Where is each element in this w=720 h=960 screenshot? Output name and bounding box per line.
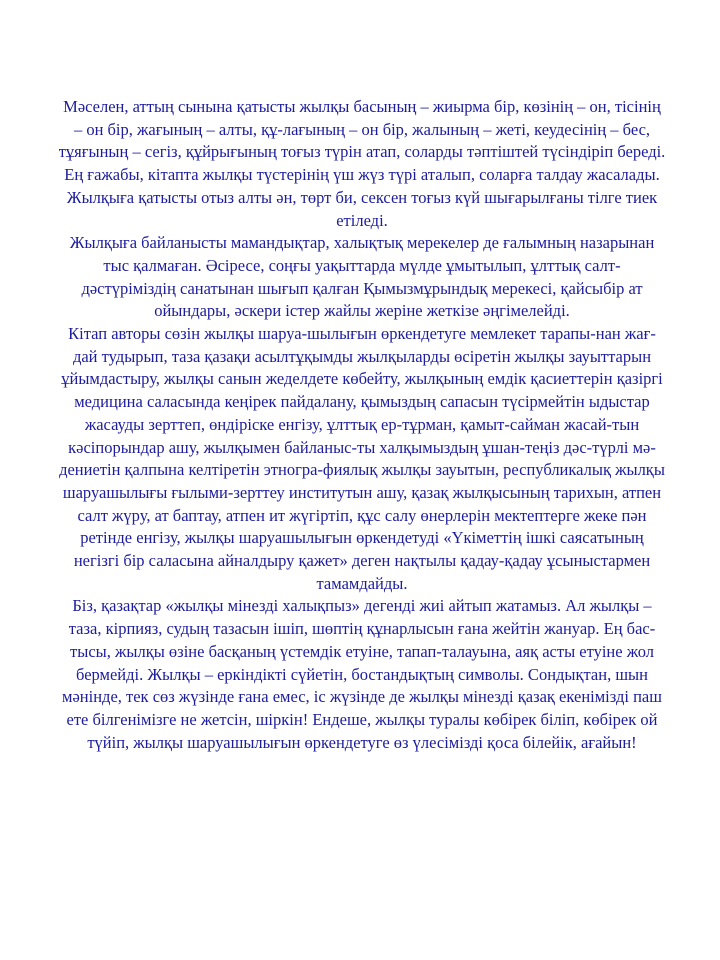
paragraph-author-proposals: Кітап авторы сөзін жылқы шаруа-шылығын өркендетуге мемлекет тарапы-нан жағ-дай тудырып, таза қазақи асылтұқымды жылқыларды өсіретін жылқы зауыттарын ұйымдастыру, жылқы санын жеделдете көбейту, жылқының емдік қасиеттерін қазіргі медицина саласында кеңірек пайдалану, қымыздың сапасын түсірмейтін ыдыстар жасауды зерттеп, өндіріске енгізу, ұлттық ер-тұрман, қамыт-сайман жасай-тын кәсіпорындар ашу, жылқымен байланыс-ты халқымыздың ұшан-теңіз дәс-түрлі мә-дениетін қалпына келтіретін этногра-фиялық жылқы зауытын, республикалық жылқы шаруашылығы ғылыми-зерттеу институтын ашу, қазақ жылқысының тарихын, атпен салт жүру, ат баптау, атпен ит жүгіртіп, құс салу өнерлерін мектептерге жеке пән ретінде енгізу, жылқы шаруашылығын өркендетуді «Үкіметтің ішкі саясатының негізгі бір саласына айналдыру қажет» деген нақтылы қадау-қадау ұсыныстармен тамамдайды. [59, 324, 665, 593]
paragraph-horse-character: Біз, қазақтар «жылқы мінезді халықпыз» дегенді жиі айтып жатамыз. Ал жылқы – таза, кірпияз, судың тазасын ішіп, шөптің құнарлысын ғана жейтін жануар. Ең бас-тысы, жылқы өзіне басқаның үстемдік етуіне, тапап-талауына, аяқ асты етуіне жол бермейді. Жылқы – еркіндікті сүйетін, бостандықтың символы. Сондықтан, шын мәнінде, тек сөз жүзінде ғана емес, іс жүзінде де жылқы мінезді қазақ екенімізді паш ете білгенімізге не жетсін, шіркін! Ендеше, жылқы туралы көбірек біліп, көбірек ой түйіп, жылқы шаруашылығын өркендетуге өз үлесімізді қоса білейік, ағайын! [62, 596, 662, 752]
article-text [58, 96, 666, 754]
paragraph-horse-anatomy: Мәселен, аттың сынына қатысты жылқы басының – жиырма бір, көзінің – он, тісінің – он бір, жағының – алты, құ-лағының – он бір, жалының – жеті, кеудесінің – бес, тұяғының – сегіз, құйрығының тоғыз түрін атап, соларды тәптіштей түсіндіріп береді. Ең ғажабы, кітапта жылқы түстерінің үш жүз түрі аталып, соларға талдау жасалады. Жылқыға қатысты отыз алты ән, төрт би, сексен тоғыз күй шығарылғаны тілге тиек етіледі. [58, 97, 666, 230]
paragraph-horse-professions: Жылқыға байланысты мамандықтар, халықтық мерекелер де ғалымның назарынан тыс қалмаған. Әсіресе, соңғы уақыттарда мүлде ұмытылып, ұлттық салт-дәстүріміздің санатынан шығып қалған Қымызмұрындық мерекесі, қайсыбір ат ойындары, әскери істер жайлы жеріне жеткізе әңгімелейді. [69, 233, 655, 321]
